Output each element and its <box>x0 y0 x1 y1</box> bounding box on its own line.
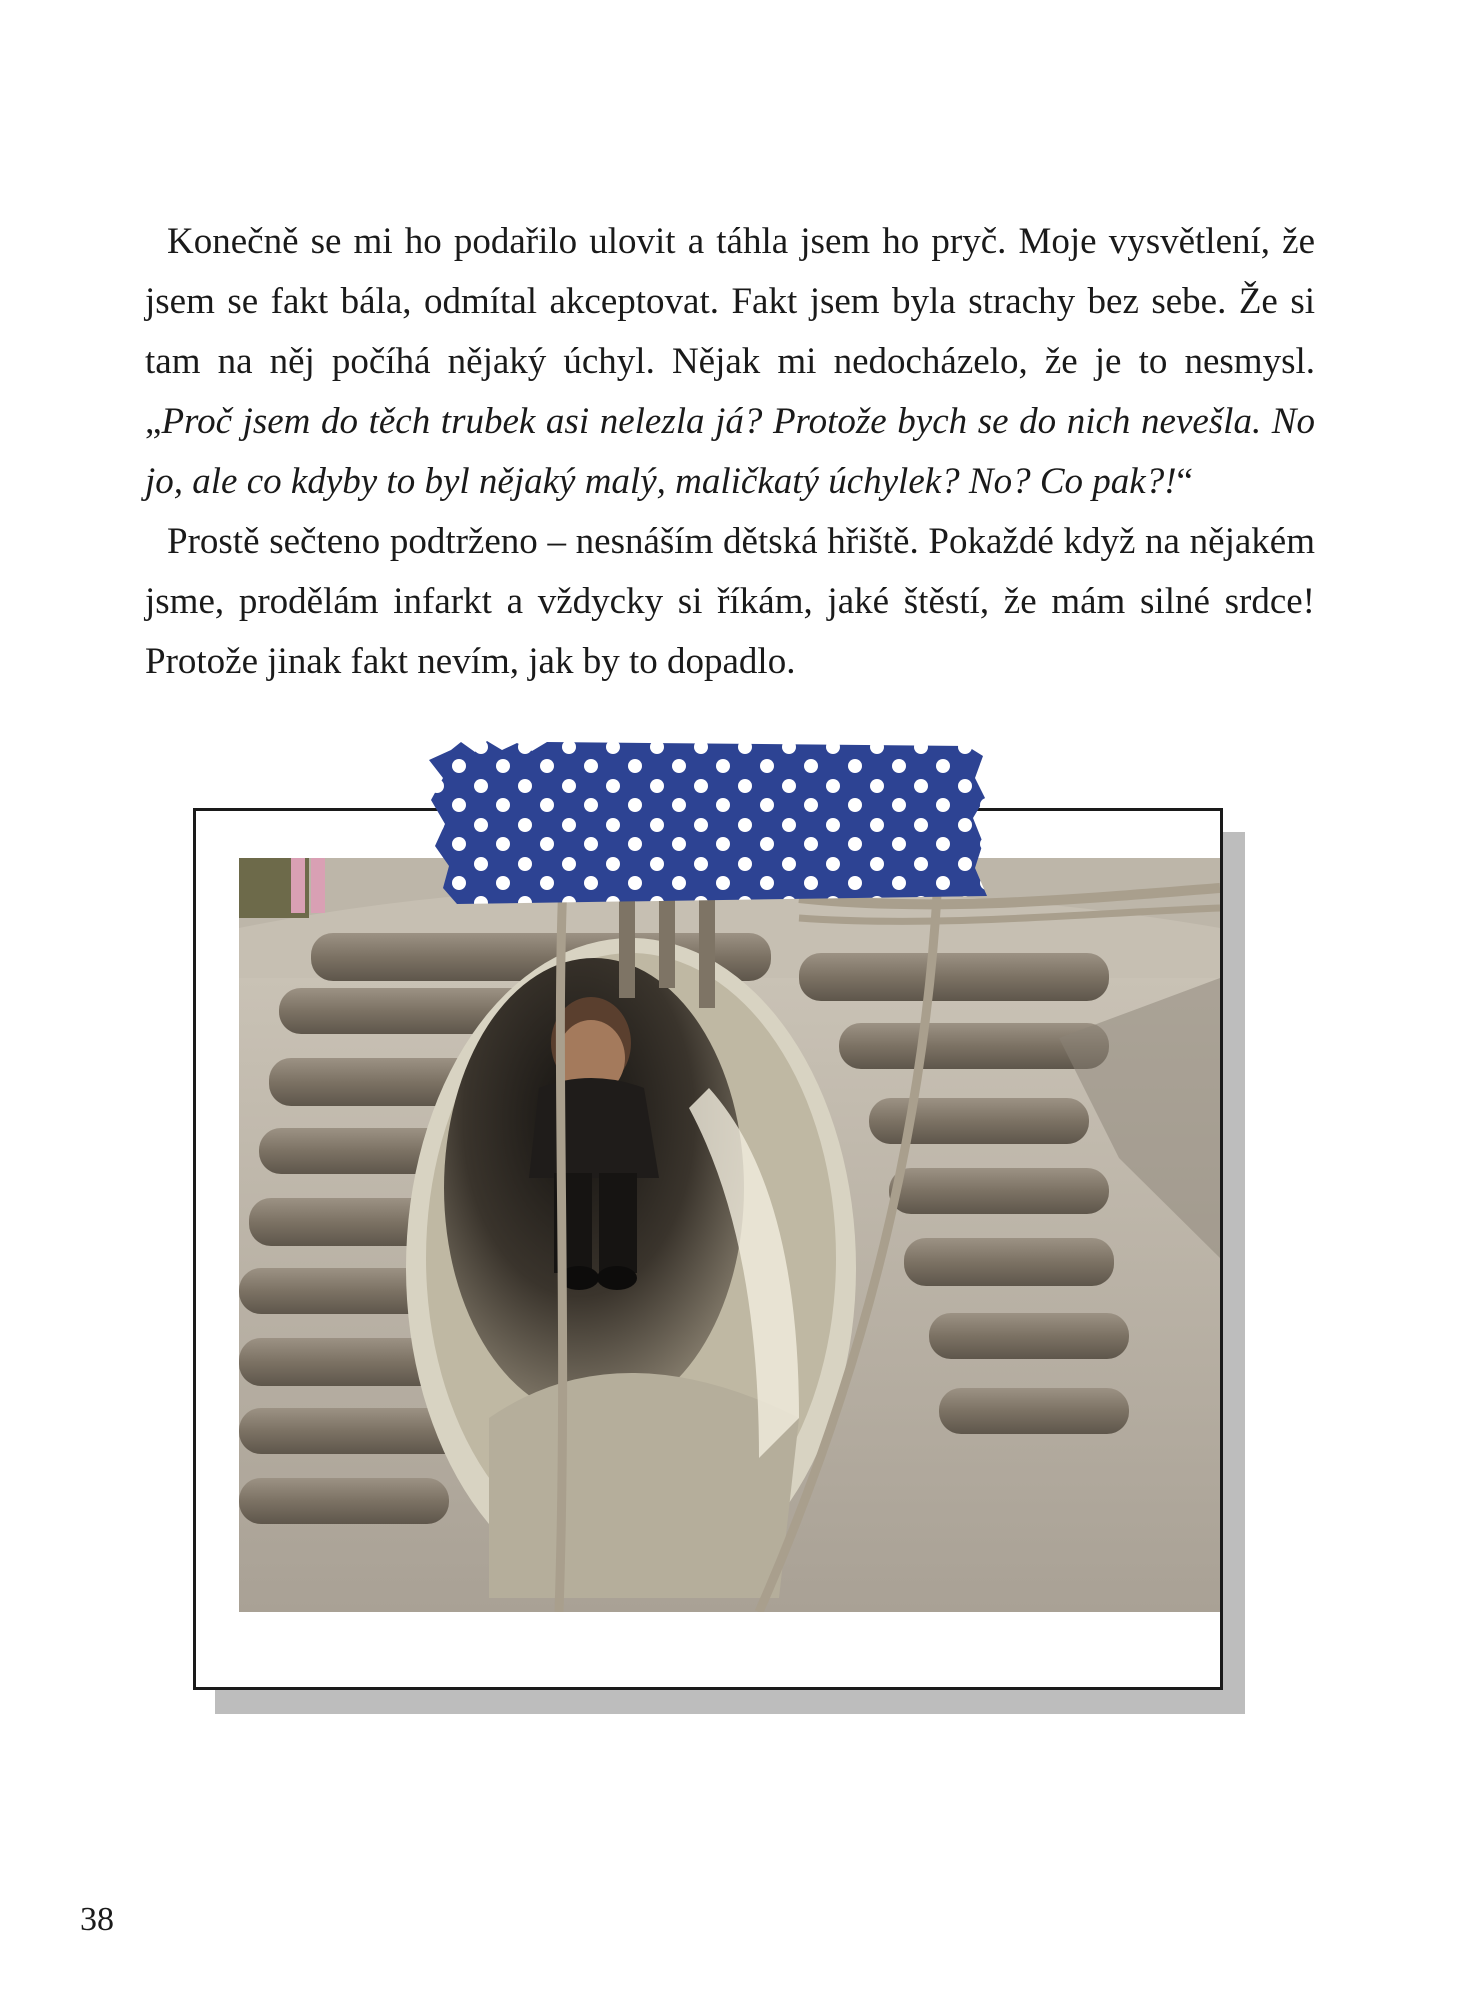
page-number: 38 <box>80 1901 114 1938</box>
photo-area <box>165 717 1315 1735</box>
child-in-tube-photo <box>239 858 1220 1612</box>
paragraph-1-italic-quote: Proč jsem do těch trubek asi nelezla já? Protože bych se do nich nevešla. No jo, ale co kdyby to byl nějaký malý, maličkatý úchylek? No? Co pak?! <box>145 401 1315 502</box>
paragraph-2: Prostě sečteno podtrženo – nesnáším dětská hřiště. Pokaždé když na nějakém jsme, prodělám infarkt a vždycky si říkám, jaké štěstí, že mám silné srdce! Protože jinak fakt nevím, jak by to dopadlo. <box>145 521 1315 682</box>
polka-dot-tape <box>427 738 991 909</box>
paragraph-1 <box>145 212 1315 512</box>
paragraph-1-text: Konečně se mi ho podařilo ulovit a táhla jsem ho pryč. Moje vysvětlení, že jsem se fakt bála, odmítal akceptovat. Fakt jsem byla strachy bez sebe. Že si tam na něj počíhá nějaký úchyl. Nějak mi nedocházelo, že je to nesmysl. „ <box>145 221 1315 442</box>
body-text <box>145 212 1315 692</box>
paragraph-1-closing-quote: “ <box>1176 461 1193 502</box>
